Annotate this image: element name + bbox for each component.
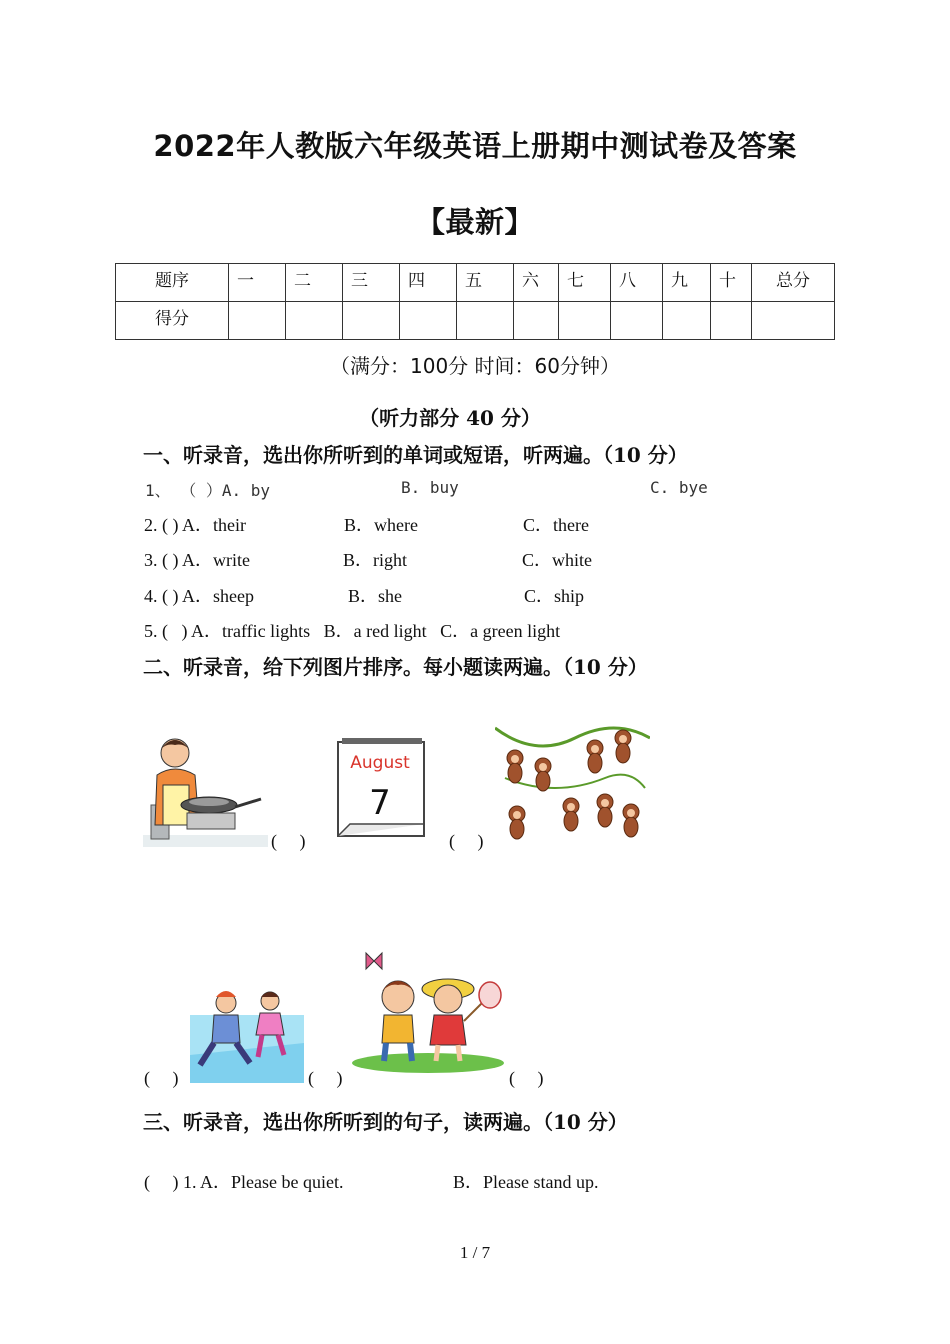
score-table-header-cell: 十: [711, 264, 752, 302]
butterfly-catching-picture: [352, 945, 504, 1073]
score-table-header-cell: 二: [286, 264, 343, 302]
score-table-row-label: 得分: [116, 302, 229, 340]
score-table-header-cell: 三: [343, 264, 400, 302]
picture1-answer-paren[interactable]: ( ): [271, 831, 306, 851]
monkeys-picture: [495, 718, 650, 846]
score-cell[interactable]: [611, 302, 663, 340]
score-cell[interactable]: [711, 302, 752, 340]
score-table-header-cell: 总分: [752, 264, 835, 302]
q3-stem-option-a: 3. ( ) A．write: [144, 550, 250, 570]
score-table-header-cell: 五: [457, 264, 514, 302]
picture4-answer-paren[interactable]: ( ): [144, 1068, 179, 1088]
score-table-header-cell: 七: [559, 264, 611, 302]
q1-option-c: C. bye: [650, 478, 708, 497]
picture5-answer-paren[interactable]: ( ): [308, 1068, 343, 1088]
q1-option-b: B. buy: [401, 478, 459, 497]
score-cell[interactable]: [343, 302, 400, 340]
cooking-picture: [143, 735, 268, 850]
score-table-header-cell: 九: [663, 264, 711, 302]
q3-option-b: B．right: [343, 550, 408, 570]
score-cell[interactable]: [663, 302, 711, 340]
picture2-answer-paren[interactable]: ( ): [449, 831, 484, 851]
document-title: 2022年人教版六年级英语上册期中测试卷及答案: [153, 129, 797, 163]
score-cell[interactable]: [752, 302, 835, 340]
section1-heading: 一、听录音，选出你所听到的单词或短语，听两遍。（10 分）: [143, 443, 688, 467]
q4-stem-option-a: 4. ( ) A．sheep: [144, 586, 254, 606]
score-table: [115, 263, 835, 340]
s3-q1-option-a: ( ) 1. A．Please be quiet.: [144, 1172, 344, 1192]
skating-picture: [190, 985, 304, 1083]
q5-line: 5. ( ) A．traffic lights B．a red light C．a green light: [144, 621, 561, 641]
calendar-picture: [320, 736, 440, 842]
q4-option-b: B．she: [348, 586, 402, 606]
score-table-score-row: [116, 302, 835, 340]
q1-stem-option-a: 1、 （ ）A. by: [145, 481, 271, 500]
q2-option-c: C．there: [523, 515, 589, 535]
document-subtitle: 【最新】: [415, 205, 534, 239]
score-table-header-row: [116, 264, 835, 302]
q3-option-c: C．white: [522, 550, 592, 570]
picture-extra-answer-paren[interactable]: ( ): [509, 1068, 544, 1088]
s3-q1-option-b: B．Please stand up.: [453, 1172, 599, 1192]
score-table-header-cell: 八: [611, 264, 663, 302]
score-cell[interactable]: [514, 302, 559, 340]
score-cell[interactable]: [559, 302, 611, 340]
page-number: 1 / 7: [459, 1243, 491, 1262]
calendar-day: 7: [369, 783, 391, 823]
score-table-header-cell: 一: [229, 264, 286, 302]
score-table-header-cell: 题序: [116, 264, 229, 302]
q4-option-c: C．ship: [524, 586, 585, 606]
score-table-header-cell: 四: [400, 264, 457, 302]
score-cell[interactable]: [400, 302, 457, 340]
q2-option-b: B．where: [344, 515, 418, 535]
section3-heading: 三、听录音，选出你所听到的句子，读两遍。（10 分）: [143, 1110, 628, 1134]
score-cell[interactable]: [286, 302, 343, 340]
calendar-month: August: [350, 753, 410, 773]
listening-header: （听力部分 40 分）: [359, 406, 541, 430]
exam-info: （满分：100分 时间：60分钟）: [330, 354, 620, 378]
score-cell[interactable]: [457, 302, 514, 340]
score-table-header-cell: 六: [514, 264, 559, 302]
score-cell[interactable]: [229, 302, 286, 340]
section2-heading: 二、听录音，给下列图片排序。每小题读两遍。（10 分）: [143, 655, 648, 679]
q2-stem-option-a: 2. ( ) A．their: [144, 515, 246, 535]
